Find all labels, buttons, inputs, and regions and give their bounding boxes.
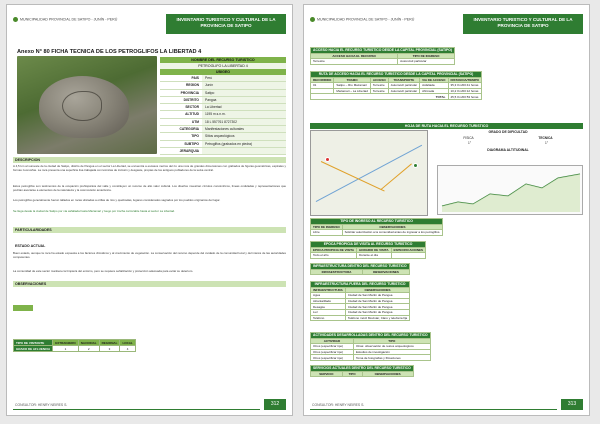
infra-cell: Teléfono móvil Movistar, Claro y telefonía fija [345, 315, 409, 321]
description-text-3: Los petroglifos generalmente fueron tallados en rocas ubicadas a orillas de ríos y quebradas, lugares considerados sagrados por los pueblos originarios del lugar. [13, 198, 221, 202]
infra-cell: Alcantarillado [311, 298, 346, 304]
infra-cell: Agua [311, 293, 346, 299]
route-cell: 01 [311, 83, 334, 89]
infra-row [311, 315, 410, 321]
infra-cell: Teléfono [311, 315, 346, 321]
entry-cell: Libre [311, 230, 343, 236]
elevation-diagram [437, 165, 583, 215]
id-row-value: 1195 m.s.n.m. [202, 111, 286, 117]
services-header: SERVICIOS ACTUALES DENTRO DEL RECURSO TURISTICO [311, 366, 414, 372]
activities-header: ACTIVIDADES DESARROLLADAS DENTRO DEL RECURSO TURISTICO [311, 333, 431, 339]
road-line [381, 163, 412, 190]
access-table [310, 47, 455, 65]
page-footer [7, 399, 292, 411]
id-row-key: JERARQUIA [179, 148, 199, 153]
season-col: HORARIO DE VISITA [357, 247, 391, 253]
entry-col: OBSERVACIONES [342, 224, 443, 230]
id-row-value [202, 148, 286, 154]
activity-row [311, 344, 431, 350]
id-row-key: UTM [191, 119, 199, 124]
id-table-header: NOMBRE DEL RECURSO TURISTICO [160, 57, 286, 63]
activity-cell: Toma de fotografías y filmaciones [353, 355, 430, 361]
page-number: 313 [561, 399, 583, 410]
route-cell: 10,2 Km/00:12 horas [448, 88, 481, 94]
origin-pin-icon [325, 157, 330, 162]
route-map [310, 130, 428, 216]
col-nacional: NACIONAL [78, 340, 99, 346]
id-row [160, 104, 286, 111]
id-row-value: Satipo [202, 90, 286, 96]
id-row [160, 148, 286, 155]
season-cell: Durante el día [357, 253, 391, 259]
difficulty-fisica-label: FISICA [463, 136, 474, 140]
activity-row [311, 355, 431, 361]
activities-col: ACTIVIDAD [311, 338, 354, 344]
route-cell: Satipo – Río Mazamari [334, 83, 371, 89]
difficulty-block [431, 130, 585, 152]
route-col: DISTANCIA/TIEMPO [448, 77, 481, 83]
id-row-value: Pangoa [202, 97, 286, 103]
route-cell: Automóvil particular [388, 88, 419, 94]
footer-divider [13, 409, 260, 410]
identification-table [160, 57, 286, 155]
infra-outside-table [310, 281, 410, 321]
infra-outside-rows [311, 293, 410, 321]
state-header: ESTADO ACTUAL [15, 244, 46, 248]
infra-col: OBSERVACIONES [363, 269, 409, 275]
activity-cell: Estudios de investigación [353, 349, 430, 355]
id-rows [160, 75, 286, 155]
infra-col: OBSERVACIONES [345, 287, 409, 293]
season-cell [391, 253, 426, 259]
route-cell: 35,3 Km/00:41 horas [448, 83, 481, 89]
difficulty-fisica-value: 1° [467, 141, 472, 145]
activity-cell: Otros (especificar tipo) [311, 344, 354, 350]
route-col: ACCESO [370, 77, 388, 83]
petroglyph-photo [17, 56, 157, 154]
route-total: 45,5 Km/00:53 horas [448, 94, 481, 100]
id-row [160, 111, 286, 118]
infra-outside-header: INFRAESTRUCTURA FUERA DEL RECURSO TURISTICO [311, 282, 410, 288]
infra-inside-table [310, 263, 410, 275]
route-col: RECORRIDO [311, 77, 334, 83]
affluence-value: 4 [120, 346, 135, 352]
difficulty-tecnica-label: TECNICA [538, 136, 553, 140]
services-col: OBSERVACIONES [362, 371, 413, 377]
route-cell: Terrestre [370, 83, 388, 89]
id-row-value: La Libertad [202, 104, 286, 110]
municipality-name: MUNICIPALIDAD PROVINCIAL DE SATIPO - JUNÍN - PERÚ [20, 17, 118, 22]
services-col: TIPO [342, 371, 362, 377]
description-text: A 4,5 km al suroeste de la ciudad de Satipo, distrito de Pangoa en el sector La Libertad, se encuentra a escasos metros del río una roca de grandes dimensiones con grabados de figuras geométricas, espirales y formas zoomorfas. La roca presenta una superficie lisa trabajada con técnicas de incisión y desgaste, propias de los antiguos pobladores de la selva central. [13, 164, 286, 172]
affluence-value: 1 [53, 346, 79, 352]
entry-col: TIPO DE INGRESO [311, 224, 343, 230]
activities-rows [311, 344, 431, 361]
access-header: ACCESO HACIA EL RECURSO TURISTICO DESDE LA CAPITAL PROVINCIAL (SATIPO) [311, 48, 455, 54]
consultant-credit: CONSULTOR: HENRY NEIRES S. [15, 403, 68, 407]
consultant-credit: CONSULTOR: HENRY NEIRES S. [312, 403, 365, 407]
page-footer [304, 399, 589, 411]
id-row-key: CATEGORIA [179, 127, 199, 132]
visitor-grid [13, 339, 136, 352]
map-header: HOJA DE RUTA HACIA EL RECURSO TURISTICO [310, 123, 583, 129]
id-row-value: Petroglifos (grabados en piedra) [202, 141, 286, 147]
carving-image [62, 91, 102, 121]
affluence-value: 2 [78, 346, 99, 352]
observations-header: OBSERVACIONES [13, 281, 286, 287]
municipality-logo-icon [13, 17, 18, 22]
id-row-key: PROVINCIA [180, 90, 199, 95]
infra-col: INFRAESTRUCTURA [311, 269, 363, 275]
left-page [6, 4, 293, 416]
activity-cell: Otros (especificar tipo) [311, 349, 354, 355]
inventory-title: INVENTARIO TURISTICO Y CULTURAL DE LA PROVINCIA DE SATIPO [463, 14, 583, 34]
visitor-type-label: TIPO DE VISITANTE [14, 340, 53, 346]
affluence-value: 3 [99, 346, 120, 352]
infra-inside-header: INFRAESTRUCTURA DENTRO DEL RECURSO TURISTICO [311, 264, 410, 270]
footer-divider [310, 409, 557, 410]
infra-cell: Desagüe [311, 304, 346, 310]
route-cell: Mazamari – La Libertad [334, 88, 371, 94]
route-cell: Afirmada [420, 88, 448, 94]
season-col: ESPECIFICACIONES [391, 247, 426, 253]
page-header [7, 11, 292, 37]
id-row [160, 90, 286, 97]
id-row-key: REGION [185, 83, 199, 88]
col-local: LOCAL [120, 340, 135, 346]
entry-table [310, 218, 443, 236]
id-row-key: TIPO [191, 134, 199, 139]
id-row [160, 75, 286, 82]
id-row-value: Manifestaciones culturales [202, 126, 286, 132]
route-col: TRAMO [334, 77, 371, 83]
difficulty-tecnica-value: 1° [544, 141, 549, 145]
id-row-value: Junín [202, 82, 286, 88]
elevation-header: DIAGRAMA ALTITUDINAL [487, 148, 529, 152]
river-line [316, 145, 423, 202]
difficulty-header: GRADO DE DIFICULTAD [488, 130, 528, 134]
col-regional: REGIONAL [99, 340, 120, 346]
id-row [160, 126, 286, 133]
resource-name: PETROGLIFO LA LIBERTAD 4 [160, 63, 286, 69]
season-header: EPOCA PROPICIA DE VISITA AL RECURSO TURISTICO [311, 242, 426, 248]
entry-header: TIPO DE INGRESO AL RECURSO TURISTICO [311, 219, 443, 225]
route-cell: Automóvil particular [388, 83, 419, 89]
access-col: TIPO DE INGRESO [398, 53, 455, 59]
route-header: RUTA DE ACCESO HACIA EL RECURSO TURISTICO DESDE LA CAPITAL PROVINCIAL (SATIPO) [311, 72, 482, 78]
infra-cell: Ciudad de San Martín de Pangoa [345, 298, 409, 304]
municipality-name: MUNICIPALIDAD PROVINCIAL DE SATIPO - JUNÍN - PERÚ [317, 17, 415, 22]
elevation-profile [438, 166, 584, 216]
infra-cell: Luz [311, 309, 346, 315]
infra-cell: Ciudad de San Martín de Pangoa [345, 304, 409, 310]
destination-pin-icon [413, 163, 418, 168]
route-rows [311, 83, 482, 94]
route-total-label: TOTAL [311, 94, 449, 100]
infra-cell: Ciudad de San Martín de Pangoa [345, 309, 409, 315]
activities-table [310, 332, 431, 361]
activities-col: TIPO [353, 338, 430, 344]
route-table [310, 71, 482, 100]
season-cell: Todo el año [311, 253, 357, 259]
id-row [160, 141, 286, 148]
municipality-logo-icon [310, 17, 315, 22]
route-col: TRANSPORTE [388, 77, 419, 83]
id-row-key: SUBTIPO [184, 141, 199, 146]
id-row-value: Perú [202, 75, 286, 81]
page-header [304, 11, 589, 37]
inventory-title: INVENTARIO TURISTICO Y CULTURAL DE LA PROVINCIA DE SATIPO [166, 14, 286, 34]
state-text-2: La comunidad de este sector mantiene la limpieza del entorno, pero se requiere señalización y protección adecuada para evitar su deterioro. [13, 269, 194, 273]
services-table [310, 365, 414, 377]
id-row-value: Sitios arqueológicos [202, 133, 286, 139]
description-header: DESCRIPCION [13, 157, 286, 163]
activity-cell: Otros (especificar tipo) [311, 355, 354, 361]
id-row [160, 97, 286, 104]
col-extranjero: EXTRANJERO [53, 340, 79, 346]
access-col: ACCESO HACIA EL RECURSO [311, 53, 398, 59]
ubigeo-header: UBIGEO [160, 69, 286, 75]
route-cell: Terrestre [370, 88, 388, 94]
season-col: EPOCA PROPICIA DE VISITA [311, 247, 357, 253]
route-row [311, 88, 482, 94]
activity-cell: Otras: observación de restos arqueológicos [353, 344, 430, 350]
id-row [160, 82, 286, 89]
state-text: Buen estado, aunque la roca ha estado expuesta a los factores climáticos y al crecimiento de vegetación. La conservación del recurso depende del cuidado de la comunidad local y del interés de las autoridades competentes. [13, 251, 286, 259]
id-row-key: ALTITUD [185, 112, 199, 117]
access-note: Se llega desde la ciudad de Satipo por vía asfaltada hasta Mazamari y luego por trocha carrozable hasta el sector La Libertad. [13, 209, 175, 213]
id-row-key: SECTOR [185, 105, 199, 110]
id-row-key: PAIS [191, 76, 199, 80]
services-col: SERVICIO [311, 371, 343, 377]
id-row-key: DISTRITO [183, 97, 199, 102]
route-cell: Asfaltada [420, 83, 448, 89]
page-number: 312 [264, 399, 286, 410]
id-row [160, 133, 286, 140]
affluence-label: GRADO DE AFLUENCIA [14, 346, 53, 352]
access-cell: Automóvil particular [398, 59, 455, 65]
road-line [321, 161, 385, 192]
id-row-value: 18 L 557761 8727302 [202, 119, 286, 125]
description-text-2: Estos petroglifos son testimonios de la ocupación prehispánica del valle y constituyen un recurso de alto valor cultural. Los diseños muestran círculos concéntricos, líneas onduladas y representaciones que podrían asociarse a elementos de la naturaleza y la cosmovisión amazónica. [13, 184, 286, 192]
right-page [303, 4, 590, 416]
legend-swatch [13, 305, 33, 311]
access-cell: Terrestre [311, 59, 398, 65]
route-row [311, 83, 482, 89]
sheet-title: Anexo N° 80 FICHA TECNICA DE LOS PETROGLIFOS LA LIBERTAD 4 [17, 49, 202, 55]
infra-cell: Ciudad de San Martín de Pangoa [345, 293, 409, 299]
particularities-header: PARTICULARIDADES [13, 227, 286, 233]
entry-cell: Solicitar autorización a la comunidad antes de ingresar a los petroglifos. [342, 230, 443, 236]
infra-col: INFRAESTRUCTURA [311, 287, 346, 293]
season-table [310, 241, 426, 259]
route-col: VIA DE ACCESO [420, 77, 448, 83]
id-row [160, 119, 286, 126]
